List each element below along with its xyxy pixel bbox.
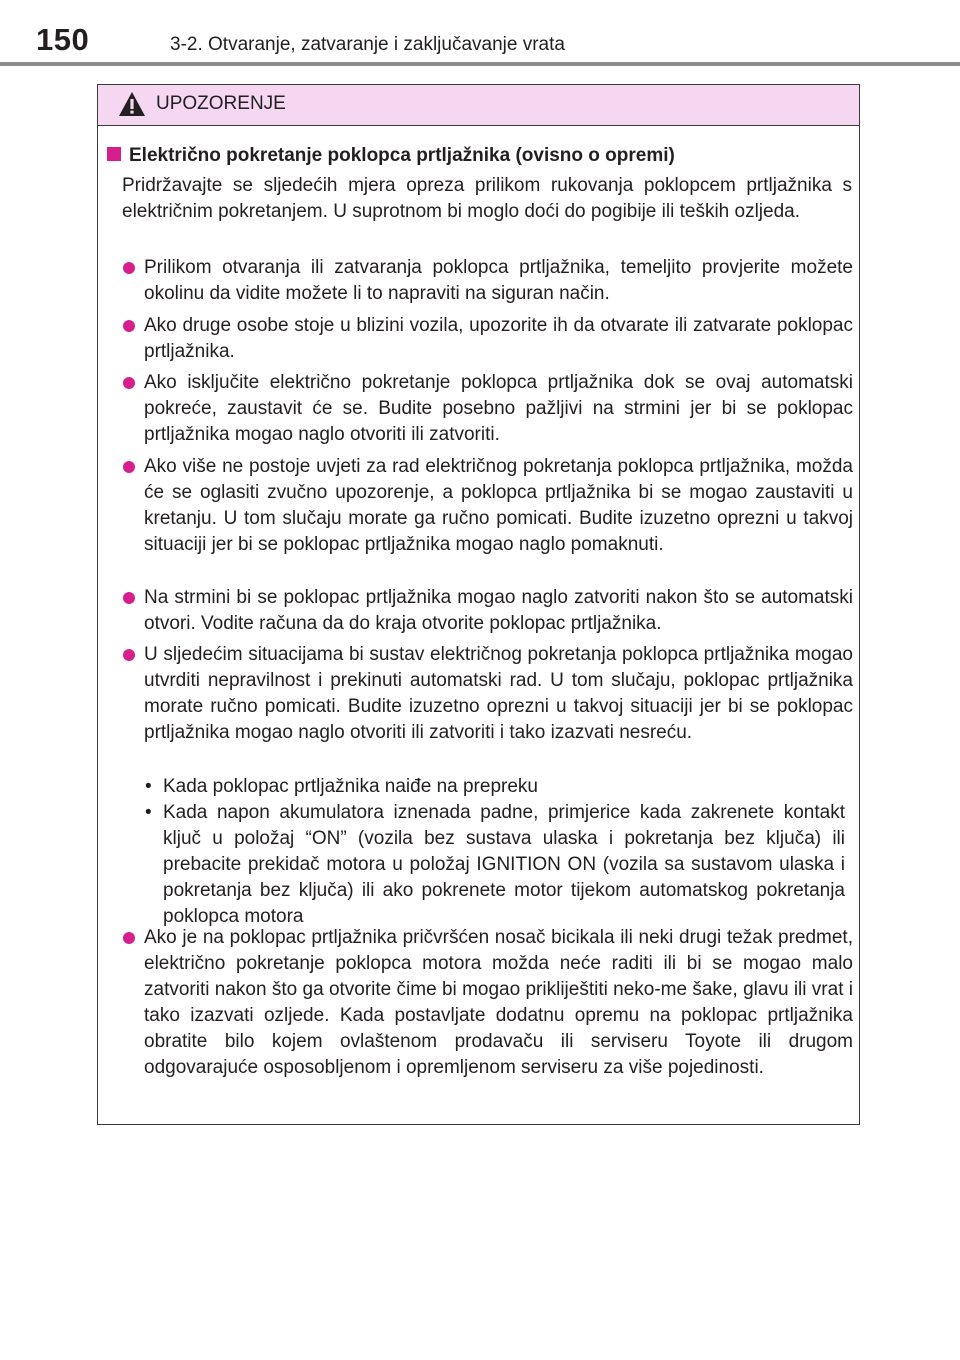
bullet-item (122, 925, 853, 1081)
section-title: 3-2. Otvaranje, zatvaranje i zaključavanje vrata (170, 34, 565, 55)
warning-intro: Pridržavajte se sljedećih mjera opreza prilikom rukovanja poklopcem prtljažnika s električnim pokretanjem. U suprotnom bi moglo doći do pogibije ili teških ozljeda. (122, 175, 852, 222)
warning-heading (107, 145, 857, 167)
bullet-item (122, 370, 853, 448)
sub-list-item (145, 800, 845, 930)
warning-header (98, 85, 859, 126)
bullet-item (122, 642, 853, 746)
sub-list-item (145, 774, 845, 800)
bullet-text: Prilikom otvaranja ili zatvaranja poklopca prtljažnika, temeljito provjerite možete okolinu da vidite možete li to napraviti na siguran način. (144, 257, 853, 304)
sub-list-item-text: Kada poklopac prtljažnika naiđe na prepreku (163, 776, 538, 797)
bullet-text: Ako više ne postoje uvjeti za rad električnog pokretanja poklopca prtljažnika, možda će se oglasiti zvučno upozorenje, a poklopca prtljažnika bi se mogao zaustaviti u kretanju. U tom slučaju morate ga ručno pomicati. Budite izuzetno oprezni u takvoj situaciji jer bi se poklopac prtljažnika mogao naglo pomaknuti. (144, 456, 853, 555)
bullet-item (122, 454, 853, 558)
round-bullet-icon (123, 461, 135, 473)
warning-heading-text: Električno pokretanje poklopca prtljažnika (ovisno o opremi) (129, 145, 675, 166)
round-bullet-icon (123, 932, 135, 944)
round-bullet-icon (123, 262, 135, 274)
round-bullet-icon (123, 320, 135, 332)
warning-title: UPOZORENJE (156, 93, 286, 114)
bullet-text: Ako druge osobe stoje u blizini vozila, upozorite ih da otvarate ili zatvarate poklopac prtljažnika. (144, 315, 853, 362)
sub-list-item-text: Kada napon akumulatora iznenada padne, primjerice kada zakrenete kontakt ključ u položaj “ON” (vozila bez sustava ulaska i pokretanja bez ključa) ili prebacite prekidač motora u položaj IGNITION ON (vozila sa sustavom ulaska i pokretanja bez ključa) ili ako pokrenete motor tijekom automatskog pokretanja poklopca motora (163, 802, 845, 927)
round-bullet-icon (123, 592, 135, 604)
round-bullet-icon (123, 377, 135, 389)
bullet-text: U sljedećim situacijama bi sustav električnog pokretanja poklopca prtljažnika mogao utvrditi nepravilnost i prekinuti automatski rad. U tom slučaju, poklopac prtljažnika morate ručno pomicati. Budite izuzetno oprezni u takvoj situaciji jer bi se poklopac prtljažnika mogao naglo otvoriti ili zatvoriti i tako izazvati nesreću. (144, 644, 853, 743)
bullet-text: Na strmini bi se poklopac prtljažnika mogao naglo zatvoriti nakon što se automatski otvori. Vodite računa da do kraja otvorite poklopac prtljažnika. (144, 587, 853, 634)
bullet-text: Ako isključite električno pokretanje poklopca prtljažnika dok se ovaj automatski pokreće, zaustavit će se. Budite posebno pažljivi na strmini jer bi se poklopac prtljažnika mogao naglo otvoriti ili zatvoriti. (144, 372, 853, 445)
page-number: 150 (36, 22, 90, 57)
bullet-item (122, 313, 853, 365)
bullet-item (122, 255, 853, 307)
square-bullet-icon (107, 147, 121, 161)
sub-bullet-mark: • (145, 802, 152, 823)
page-header (0, 0, 960, 66)
bullet-item (122, 585, 853, 637)
round-bullet-icon (123, 649, 135, 661)
sub-bullet-mark: • (145, 776, 152, 797)
warning-triangle-icon (118, 91, 146, 117)
sub-list (145, 774, 845, 930)
bullet-text: Ako je na poklopac prtljažnika pričvršćen nosač bicikala ili neki drugi težak predmet, električno pokretanje poklopca motora možda neće raditi ili bi se mogao malo zatvoriti nakon što ga otvorite čime bi mogao prikliještiti neko-me šake, glavu ili vrat i tako izazvati ozljede. Kada postavljate dodatnu opremu na poklopac prtljažnika obratite bilo kojem ovlaštenom prodavaču ili serviseru Toyote ili drugom odgovarajuće osposobljenom i opremljenom serviseru za više pojedinosti. (144, 927, 853, 1078)
header-divider (0, 62, 960, 66)
